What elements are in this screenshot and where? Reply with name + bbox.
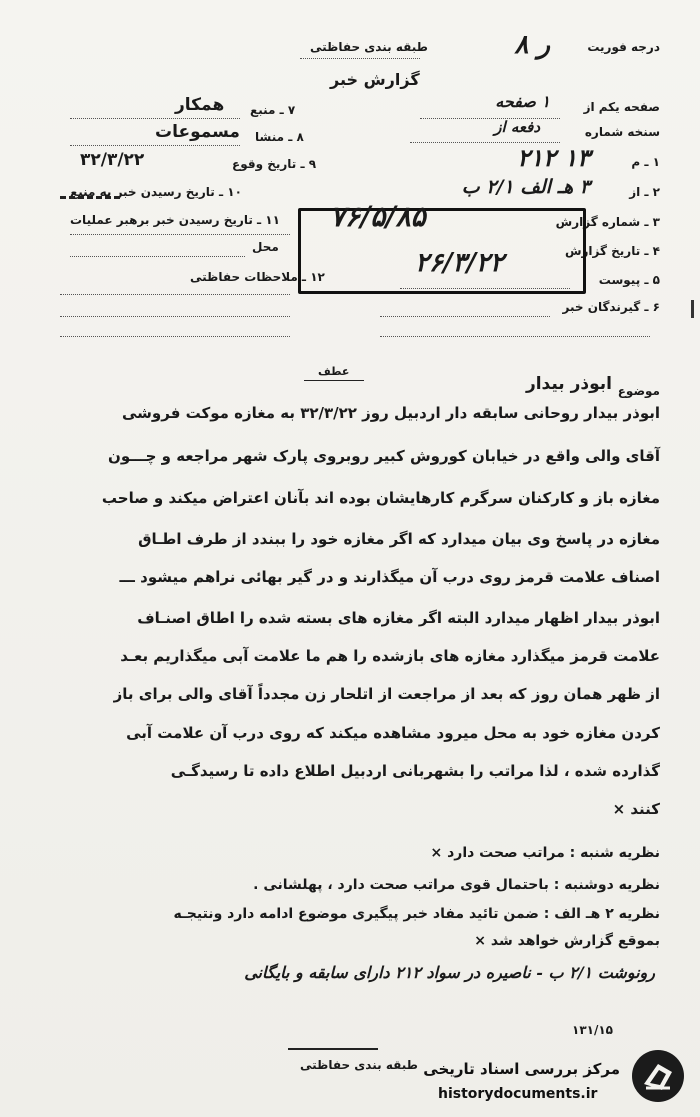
body-line: کنند ×: [612, 800, 660, 818]
body-line: آقای والی واقع در خیابان کوروش کبیر روبروی پارک شهر مراجعه و چـــون: [108, 447, 660, 465]
body-line: از ظهر همان روز که بعد از مراجعت از اتلحار زن مجدداً آقای والی برای باز: [113, 685, 660, 703]
field-3-label: ۳ ـ شماره گزارش: [555, 215, 660, 229]
field-2-value: ۳ هـ الف ۲/۱ ب: [461, 176, 590, 198]
watermark-url: historydocuments.ir: [438, 1086, 598, 1102]
field-page-label: صفحه یکم از: [583, 100, 660, 114]
field-7-label: ۷ ـ منبع: [250, 103, 296, 117]
field-11-label: ۱۱ ـ تاریخ رسیدن خبر برهبر عملیات: [70, 213, 280, 227]
form-title: گزارش خبر: [330, 70, 420, 89]
field-copy-label: سنخه شماره: [584, 125, 660, 139]
field-copy-value: دفعه از: [494, 118, 540, 136]
urgency-label: درجه فوریت: [587, 40, 660, 54]
field-12-label: ۱۲ ـ ملاحظات حفاظتی: [190, 270, 325, 284]
body-line: علامت قرمز میگذارد مغازه های بازشده را هم ما علامت آبی میگذاریم بعـد: [120, 647, 660, 665]
body-line: کردن مغازه خود به محل میرود مشاهده میکند که روی درب آن علامت آبی: [126, 724, 660, 742]
handwritten-note: رونوشت ۲/۱ ب - ناصیره در سواد ۲۱۲ دارای سابقه و بایگانی: [244, 963, 655, 982]
body-line: ابوذر بیدار اظهار میدارد البته اگر مغازه های بسته شده را اطاق اصنـاف: [137, 609, 660, 627]
body-line: اصناف علامت قرمز روی درب آن میگذارند و در گیر بهائی نراهم میشود ـــ: [119, 568, 660, 586]
handwritten-urgency: ر ۸: [514, 30, 550, 60]
field-page-value: ۱ صفحه: [495, 92, 550, 111]
field-9-value: ۳۲/۳/۲۲: [80, 150, 145, 170]
body-line: مغازه در پاسخ وی بیان میدارد که اگر مغازه خود را ببندد از طرف اطـاق: [138, 530, 660, 548]
field-10-label: ۱۰ ـ تاریخ رسیدن خبر به منبع: [70, 185, 242, 199]
watermark-center-name: مرکز بررسی اسناد تاریخی: [423, 1060, 620, 1078]
field-2-label: ۲ ـ از: [629, 185, 660, 199]
archive-logo-icon: [632, 1050, 684, 1102]
secrecy-class-bottom: طبقه بندی حفاظتی: [300, 1058, 418, 1072]
field-8-value: مسموعات: [155, 122, 240, 142]
body-line: ابوذر بیدار روحانی سابقه دار اردبیل روز ۳۲/۳/۲۲ به مغازه موکت فروشی: [121, 404, 660, 422]
field-4-label: ۴ ـ تاریخ گزارش: [564, 244, 660, 258]
field-7-value: همکار: [175, 95, 225, 115]
report-date-value: ۲۶/۳/۲۲: [415, 248, 504, 278]
field-9-label: ۹ ـ تاریخ وقوع: [232, 157, 317, 171]
field-6-label: ۶ ـ گیرندگان خبر: [562, 300, 660, 314]
evaluation-line: نظریه دوشنبه : باحتمال قوی مراتب صحت دارد ، پهلشانی .: [253, 877, 660, 893]
body-line: مغازه باز و کارکنان سرگرم کارهایشان بوده اند بآنان اعتراض میکند و صاحب: [101, 489, 660, 507]
secrecy-class-top: طبقه بندی حفاظتی: [310, 40, 428, 54]
evaluation-line: بموقع گزارش خواهد شد ×: [474, 933, 660, 949]
evaluation-line: نظریه ۲ هـ الف : ضمن تائید مفاد خبر پیگیری موضوع ادامه دارد ونتیجـه: [173, 906, 660, 922]
field-8-label: ۸ ـ منشا: [255, 130, 304, 144]
subject-value: ابوذر بیدار: [525, 374, 612, 394]
subject-label: موضوع: [617, 384, 660, 398]
field-1-value: ۱۳ ۲۱۲: [517, 143, 590, 172]
footer-page-code: ۱۳۱/۱۵: [572, 1023, 614, 1037]
evaluation-line: نظریه شنبه : مراتب صحت دارد ×: [430, 845, 660, 861]
field-1-label: ۱ ـ م: [631, 155, 660, 169]
body-line: گذارده شده ، لذا مراتب را بشهربانی اردبیل اطلاع داده تا رسیدگـی: [170, 762, 660, 780]
field-place-label: محل: [252, 240, 279, 254]
field-5-label: ۵ ـ پیوست: [598, 273, 660, 287]
reference-label: عطف: [318, 365, 350, 378]
report-number-value: ۷۶/۵/۸۵: [330, 200, 426, 233]
